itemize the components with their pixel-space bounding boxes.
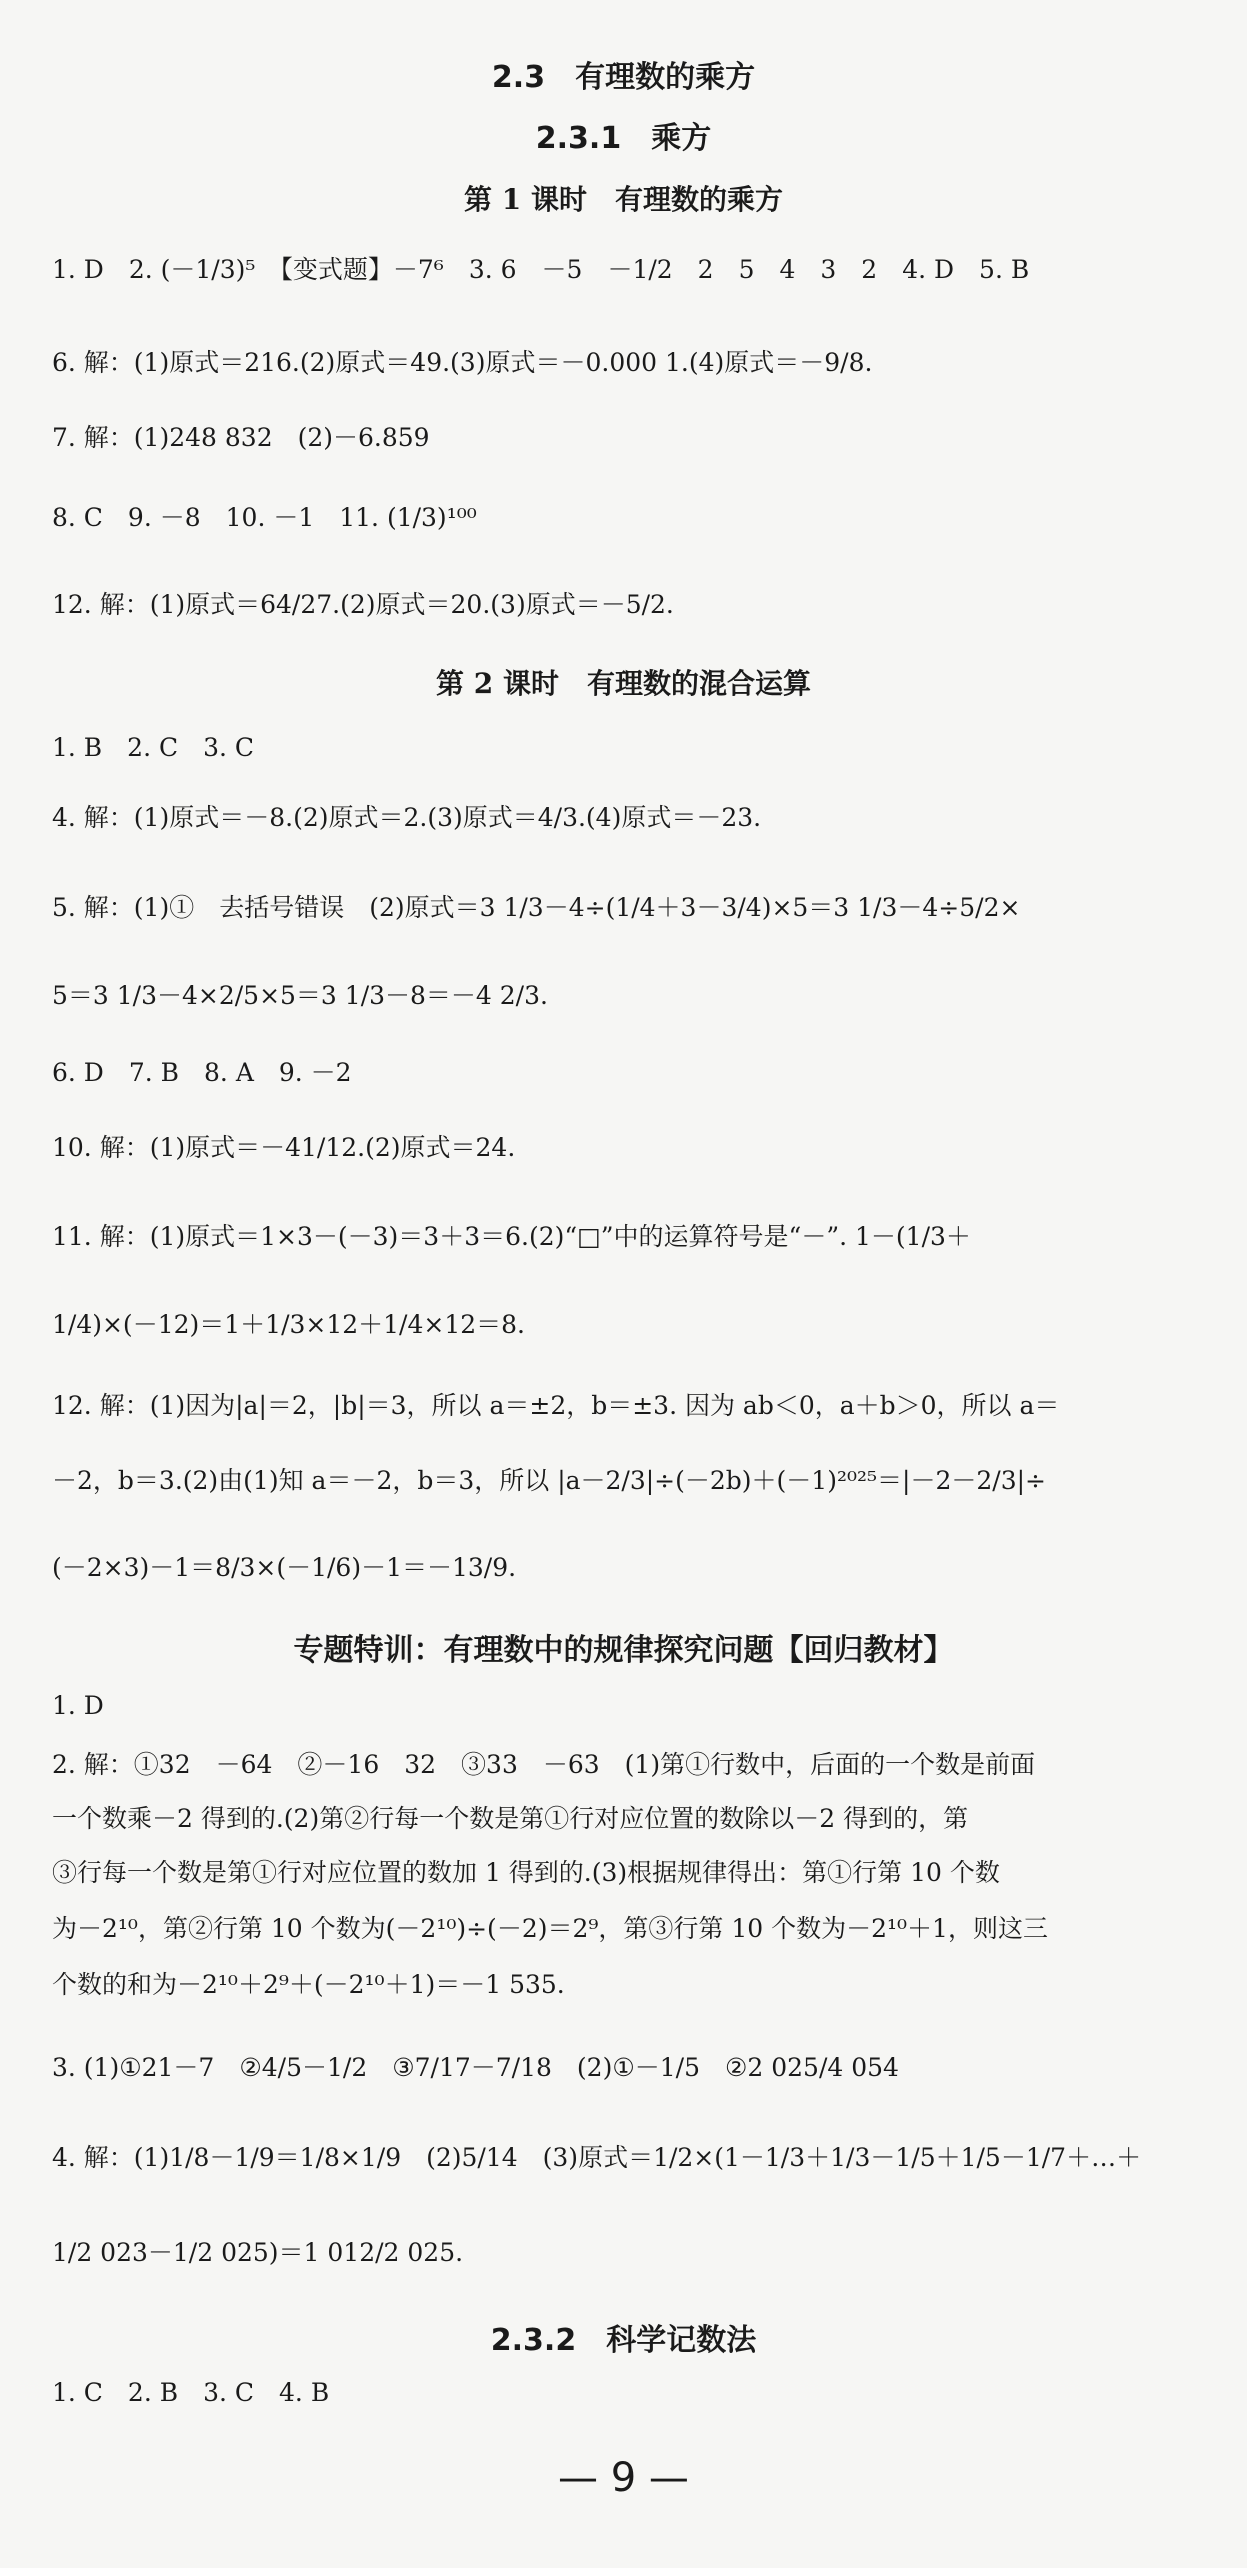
answer-line: 12. 解：(1)原式＝64/27.(2)原式＝20.(3)原式＝－5/2. <box>52 590 674 619</box>
answer-line: 4. 解：(1)原式＝－8.(2)原式＝2.(3)原式＝4/3.(4)原式＝－23. <box>52 803 762 832</box>
answer-line: 为－2¹⁰，第②行第 10 个数为(－2¹⁰)÷(－2)＝2⁹，第③行第 10 个数为－2¹⁰＋1，则这三 <box>52 1914 1048 1943</box>
answer-line: 3. (1)①21－7 ②4/5－1/2 ③7/17－7/18 (2)①－1/5 ②2 025/4 054 <box>52 2053 899 2082</box>
lesson-1-title: 第 1 课时 有理数的乘方 <box>464 183 783 216</box>
answer-line: 12. 解：(1)因为|a|＝2，|b|＝3，所以 a＝±2，b＝±3. 因为 ab＜0，a＋b＞0，所以 a＝ <box>52 1391 1060 1420</box>
answer-line: 个数的和为－2¹⁰＋2⁹＋(－2¹⁰＋1)＝－1 535. <box>52 1970 565 1999</box>
answer-line: 1/4)×(－12)＝1＋1/3×12＋1/4×12＝8. <box>52 1310 525 1339</box>
answer-line: 4. 解：(1)1/8－1/9＝1/8×1/9 (2)5/14 (3)原式＝1/2×(1－1/3＋1/3－1/5＋1/5－1/7＋…＋ <box>52 2143 1142 2172</box>
answer-line: 7. 解：(1)248 832 (2)－6.859 <box>52 423 430 452</box>
page-number: — 9 — <box>558 2455 689 2501</box>
answer-line: 11. 解：(1)原式＝1×3－(－3)＝3＋3＝6.(2)“□”中的运算符号是“－”. 1－(1/3＋ <box>52 1222 971 1251</box>
answer-line: 8. C 9. －8 10. －1 11. (1/3)¹⁰⁰ <box>52 503 477 532</box>
special-topic-title: 专题特训：有理数中的规律探究问题【回归教材】 <box>293 1633 954 1668</box>
section-title-2-3: 2.3 有理数的乘方 <box>491 60 756 95</box>
answer-line: 1. D <box>52 1691 104 1720</box>
answer-line: (－2×3)－1＝8/3×(－1/6)－1＝－13/9. <box>52 1553 517 1582</box>
answer-line: 一个数乘－2 得到的.(2)第②行每一个数是第①行对应位置的数除以－2 得到的，第 <box>52 1804 969 1833</box>
answer-line: 1. B 2. C 3. C <box>52 733 255 762</box>
answer-line: 10. 解：(1)原式＝－41/12.(2)原式＝24. <box>52 1133 516 1162</box>
answer-line: 6. D 7. B 8. A 9. －2 <box>52 1058 352 1087</box>
answer-line: 1/2 023－1/2 025)＝1 012/2 025. <box>52 2238 464 2267</box>
lesson-2-title: 第 2 课时 有理数的混合运算 <box>436 667 811 700</box>
subsection-title-2-3-2: 2.3.2 科学记数法 <box>490 2323 757 2358</box>
answer-line: 6. 解：(1)原式＝216.(2)原式＝49.(3)原式＝－0.000 1.(4)原式＝－9/8. <box>52 348 873 377</box>
answer-line: 2. 解：①32 －64 ②－16 32 ③33 －63 (1)第①行数中，后面的一个数是前面 <box>52 1750 1036 1779</box>
subsection-title-2-3-1: 2.3.1 乘方 <box>535 121 712 156</box>
answer-line: －2，b＝3.(2)由(1)知 a＝－2，b＝3，所以 |a－2/3|÷(－2b)＋(－1)²⁰²⁵＝|－2－2/3|÷ <box>52 1466 1046 1495</box>
answer-line: 5＝3 1/3－4×2/5×5＝3 1/3－8＝－4 2/3. <box>52 981 548 1010</box>
answer-line: 5. 解：(1)① 去括号错误 (2)原式＝3 1/3－4÷(1/4＋3－3/4)×5＝3 1/3－4÷5/2× <box>52 893 1021 922</box>
answer-line: ③行每一个数是第①行对应位置的数加 1 得到的.(3)根据规律得出：第①行第 10 个数 <box>52 1858 1000 1887</box>
answer-line: 1. D 2. (－1/3)⁵ 【变式题】－7⁶ 3. 6 －5 －1/2 2 5 4 3 2 4. D 5. B <box>52 255 1030 284</box>
answer-line: 1. C 2. B 3. C 4. B <box>52 2378 330 2407</box>
